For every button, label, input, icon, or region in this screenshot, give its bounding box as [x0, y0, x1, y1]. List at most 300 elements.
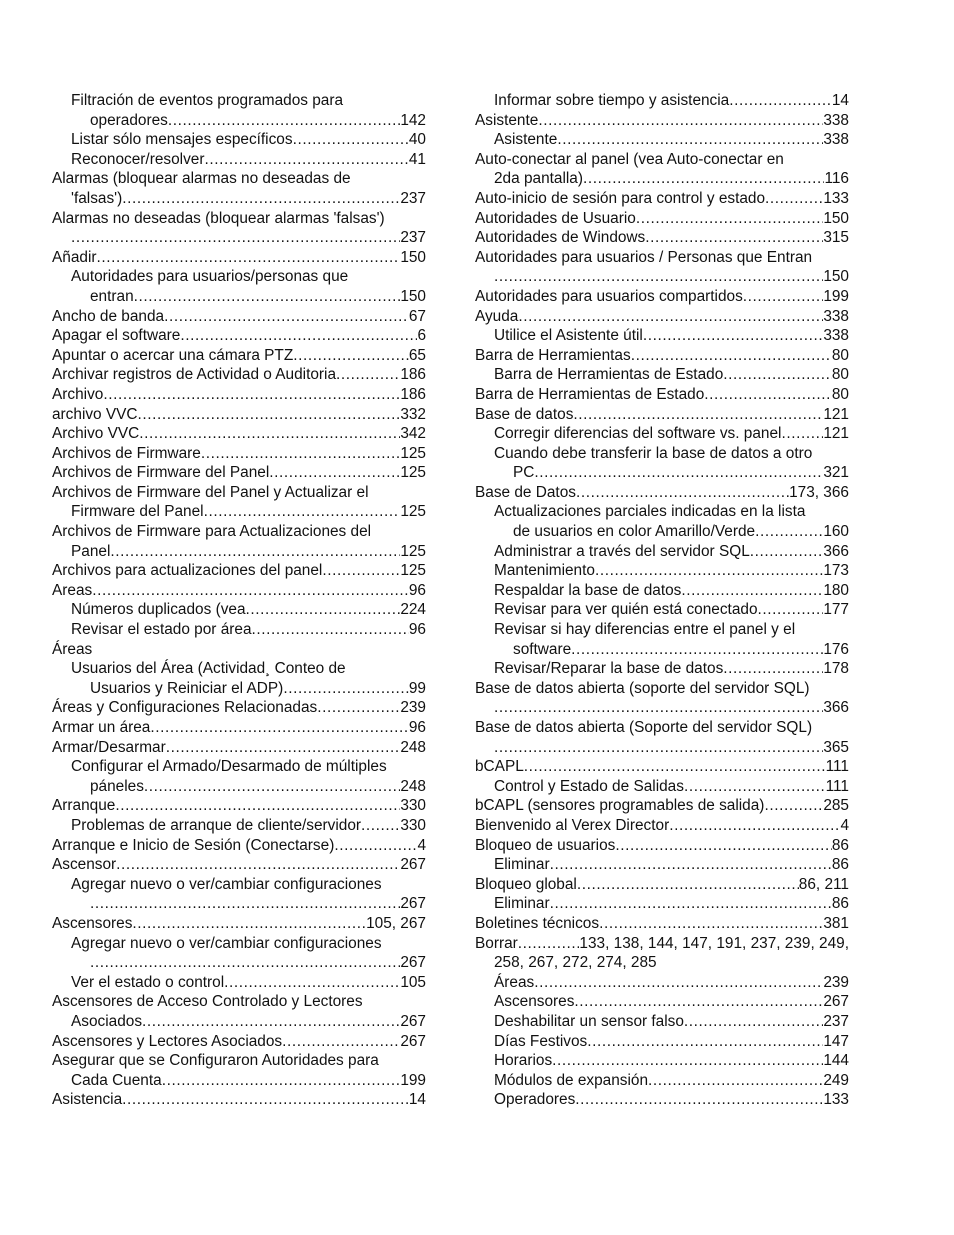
index-term: 2da pantalla): [494, 170, 583, 188]
index-entry: [52, 307, 426, 327]
dot-leader: [224, 973, 400, 993]
index-line: [475, 130, 849, 150]
index-line: [475, 757, 849, 777]
index-term: 258, 267, 272, 274, 285: [494, 954, 657, 972]
index-entry: [475, 444, 849, 483]
page-reference: 121: [823, 425, 849, 443]
page-reference: 267: [400, 895, 426, 913]
page-reference: 6: [417, 327, 426, 345]
index-entry: [475, 542, 849, 562]
page-reference: 150: [823, 209, 849, 227]
index-entry: [52, 973, 426, 993]
index-line: [52, 1090, 426, 1110]
index-entry: [52, 698, 426, 718]
page-reference: 4: [840, 816, 849, 834]
index-entry: [475, 150, 849, 189]
index-term: Agregar nuevo o ver/cambiar configuraciones: [71, 934, 382, 952]
index-term: Reconocer/resolver: [71, 150, 205, 168]
index-term: Base de datos: [475, 405, 574, 423]
page-reference: 105, 267: [366, 914, 426, 932]
index-term: Archivo: [52, 385, 104, 403]
page-reference: 111: [825, 758, 849, 776]
index-line: [475, 228, 849, 248]
index-entry: [52, 757, 426, 796]
index-entry: [52, 1090, 426, 1110]
index-line: [52, 640, 426, 660]
dot-leader: [765, 189, 823, 209]
index-line: [475, 424, 849, 444]
index-line: [52, 483, 426, 503]
dot-leader: [764, 796, 823, 816]
index-line: [52, 836, 426, 856]
index-entry: [475, 620, 849, 659]
index-line: [475, 796, 849, 816]
index-term: Archivo VVC: [52, 425, 140, 443]
index-line: [52, 189, 426, 209]
dot-leader: [494, 267, 823, 287]
index-entry: [52, 561, 426, 581]
index-term: Archivos de Firmware para Actualizaciones del: [52, 523, 372, 541]
dot-leader: [494, 698, 823, 718]
dot-leader: [97, 248, 401, 268]
index-term: Autoridades para usuarios compartidos: [475, 287, 743, 305]
page-reference: 338: [823, 131, 849, 149]
index-term: Alarmas (bloquear alarmas no deseadas de: [52, 170, 351, 188]
index-entry: [475, 483, 849, 503]
index-line: [475, 444, 849, 464]
index-term: Áreas y Configuraciones Relacionadas: [52, 699, 318, 717]
dot-leader: [723, 659, 823, 679]
index-line: [475, 522, 849, 542]
index-line: [475, 973, 849, 993]
index-line: [52, 581, 426, 601]
index-entry: [52, 934, 426, 973]
dot-leader: [681, 581, 823, 601]
index-term: Archivos de Firmware del Panel y Actualizar el: [52, 483, 369, 501]
page-reference: 41: [408, 150, 426, 168]
index-term: bCAPL: [475, 758, 524, 776]
index-term: Borrar: [475, 934, 518, 952]
index-line: [475, 679, 849, 699]
page-reference: 338: [823, 111, 849, 129]
dot-leader: [293, 346, 409, 366]
dot-leader: [571, 640, 823, 660]
index-term: páneles: [90, 777, 144, 795]
index-term: Ver el estado o control: [71, 973, 225, 991]
index-term: Listar sólo mensajes específicos: [71, 131, 293, 149]
index-entry: [475, 816, 849, 836]
index-entry: [475, 973, 849, 993]
page-reference: 178: [823, 660, 849, 678]
index-entry: [52, 267, 426, 306]
index-line: [475, 502, 849, 522]
index-term: Días Festivos: [494, 1032, 588, 1050]
page-reference: 80: [831, 385, 849, 403]
index-line: [52, 405, 426, 425]
page-reference: 176: [823, 640, 849, 658]
index-line: [52, 992, 426, 1012]
dot-leader: [573, 405, 823, 425]
index-term: Revisar para ver quién está conectado: [494, 601, 758, 619]
index-line: [475, 1071, 849, 1091]
index-line: [475, 659, 849, 679]
index-term: Operadores: [494, 1091, 576, 1109]
index-term: Autoridades de Usuario: [475, 209, 636, 227]
dot-leader: [729, 91, 832, 111]
index-line: [52, 561, 426, 581]
dot-leader: [557, 130, 823, 150]
index-line: [52, 169, 426, 189]
index-term: Mantenimiento: [494, 562, 595, 580]
index-term: Ascensores: [494, 993, 575, 1011]
index-line: [475, 953, 849, 973]
index-term: Alarmas no deseadas (bloquear alarmas 'falsas'): [52, 209, 385, 227]
index-line: [475, 816, 849, 836]
index-term: Actualizaciones parciales indicadas en la lista: [494, 503, 806, 521]
index-term: Asociados: [71, 1012, 143, 1030]
dot-leader: [142, 1012, 400, 1032]
index-line: [475, 365, 849, 385]
page-reference: 332: [400, 405, 426, 423]
index-entry: [52, 875, 426, 914]
index-line: [475, 836, 849, 856]
index-term: Apagar el software: [52, 327, 181, 345]
page-reference: 366: [823, 542, 849, 560]
page-reference: 96: [408, 621, 426, 639]
index-entry: [475, 228, 849, 248]
index-line: [52, 934, 426, 954]
page-reference: 338: [823, 327, 849, 345]
dot-leader: [704, 385, 832, 405]
dot-leader: [166, 738, 401, 758]
dot-leader: [552, 1051, 823, 1071]
page-reference: 239: [823, 973, 849, 991]
index-line: [52, 718, 426, 738]
index-term: Asegurar que se Configuraron Autoridades para: [52, 1052, 379, 1070]
index-entry: [52, 346, 426, 366]
index-line: [475, 91, 849, 111]
index-term: Añadir: [52, 248, 97, 266]
index-line: [475, 1051, 849, 1071]
index-term: Barra de Herramientas de Estado: [494, 366, 724, 384]
page-reference: 14: [408, 1091, 426, 1109]
index-term: Utilice el Asistente útil: [494, 327, 643, 345]
index-entry: [475, 1090, 849, 1110]
index-entry: [52, 405, 426, 425]
dot-leader: [518, 934, 580, 954]
index-line: [475, 934, 849, 954]
dot-leader: [574, 992, 823, 1012]
index-term: Armar un área: [52, 719, 151, 736]
index-term: Revisar si hay diferencias entre el panel y el: [494, 621, 796, 639]
page-reference: 285: [823, 797, 849, 815]
index-term: Firmware del Panel: [71, 503, 204, 521]
index-term: Asistencia: [52, 1091, 123, 1109]
index-term: Eliminar: [494, 856, 550, 874]
index-entry: [475, 836, 849, 856]
index-entry: [52, 424, 426, 444]
index-entry: [475, 385, 849, 405]
page-reference: 330: [400, 797, 426, 815]
page-reference: 186: [400, 385, 426, 403]
dot-leader: [317, 698, 400, 718]
dot-leader: [282, 1032, 400, 1052]
page-reference: 150: [400, 248, 426, 266]
index-line: [475, 307, 849, 327]
page-reference: 237: [400, 229, 426, 247]
page-reference: 142: [400, 111, 426, 129]
index-entry: [52, 209, 426, 248]
index-line: [475, 1090, 849, 1110]
index-line: [475, 346, 849, 366]
page-reference: 133: [823, 1091, 849, 1109]
index-column-left: [52, 91, 426, 1110]
index-line: [475, 620, 849, 640]
dot-leader: [168, 111, 400, 131]
page-reference: 237: [400, 189, 426, 207]
dot-leader: [648, 1071, 823, 1091]
index-term: Auto-conectar al panel (vea Auto-conectar en: [475, 150, 784, 168]
dot-leader: [575, 1090, 823, 1110]
page-reference: 239: [400, 699, 426, 717]
dot-leader: [90, 894, 400, 914]
index-line: [52, 248, 426, 268]
dot-leader: [90, 953, 400, 973]
index-line: [475, 738, 849, 758]
index-entry: [475, 248, 849, 287]
page-reference: 125: [400, 503, 426, 521]
page-reference: 160: [823, 523, 849, 541]
dot-leader: [164, 307, 409, 327]
index-line: [52, 1012, 426, 1032]
index-line: [52, 346, 426, 366]
dot-leader: [524, 757, 826, 777]
page-reference: 237: [823, 1012, 849, 1030]
index-entry: [52, 91, 426, 130]
index-term: Asistente: [475, 111, 539, 129]
index-line: [475, 855, 849, 875]
index-line: [52, 1071, 426, 1091]
index-entry: [52, 738, 426, 758]
dot-leader: [636, 209, 823, 229]
index-entry: [475, 287, 849, 307]
page-reference: 86: [831, 836, 849, 854]
index-line: [52, 542, 426, 562]
index-line: [475, 1032, 849, 1052]
index-entry: [475, 91, 849, 111]
index-line: [52, 855, 426, 875]
page-reference: 186: [400, 366, 426, 384]
page-reference: 86: [831, 856, 849, 874]
index-line: [475, 189, 849, 209]
index-entry: [52, 600, 426, 620]
page-reference: 125: [400, 542, 426, 560]
dot-leader: [103, 385, 400, 405]
dot-leader: [134, 287, 401, 307]
index-entry: [475, 365, 849, 385]
dot-leader: [550, 894, 832, 914]
page-reference: 342: [400, 425, 426, 443]
index-term: Filtración de eventos programados para: [71, 92, 344, 109]
index-entry: [52, 718, 426, 738]
page-reference: 267: [823, 993, 849, 1011]
index-entry: [52, 1051, 426, 1090]
page-reference: 338: [823, 307, 849, 325]
index-term: bCAPL (sensores programables de salida): [475, 797, 765, 815]
page-reference: 315: [823, 229, 849, 247]
page-reference: 40: [408, 131, 426, 149]
dot-leader: [583, 169, 824, 189]
dot-leader: [336, 365, 400, 385]
index-term: PC: [513, 464, 535, 482]
dot-leader: [755, 522, 823, 542]
index-line: [52, 698, 426, 718]
dot-leader: [534, 463, 823, 483]
dot-leader: [150, 718, 409, 738]
index-line: [52, 385, 426, 405]
index-line: [52, 228, 426, 248]
index-term: Áreas: [494, 973, 535, 991]
dot-leader: [750, 542, 824, 562]
dot-leader: [322, 561, 400, 581]
index-term: Administrar a través del servidor SQL: [494, 542, 750, 560]
index-line: [52, 424, 426, 444]
index-entry: [475, 1071, 849, 1091]
index-entry: [475, 855, 849, 875]
dot-leader: [631, 346, 832, 366]
index-term: Areas: [52, 581, 93, 599]
index-term: Revisar/Reparar la base de datos: [494, 660, 724, 678]
index-entry: [475, 1051, 849, 1071]
dot-leader: [204, 502, 401, 522]
index-entry: [475, 326, 849, 346]
index-term: Respaldar la base de datos: [494, 581, 682, 599]
dot-leader: [122, 189, 400, 209]
dot-leader: [122, 1090, 409, 1110]
index-entry: [475, 600, 849, 620]
dot-leader: [252, 620, 409, 640]
dot-leader: [204, 150, 408, 170]
dot-leader: [723, 365, 832, 385]
index-term: Horarios: [494, 1052, 553, 1070]
index-term: Problemas de arranque de cliente/servidor: [71, 816, 362, 834]
index-term: Asistente: [494, 131, 558, 149]
index-entry: [475, 130, 849, 150]
index-entry: [52, 659, 426, 698]
page-reference: 365: [823, 738, 849, 756]
page-reference: 111: [825, 777, 849, 795]
dot-leader: [595, 561, 823, 581]
index-term: Áreas: [52, 640, 93, 658]
index-line: [52, 620, 426, 640]
index-entry: [475, 796, 849, 816]
dot-leader: [494, 738, 823, 758]
dot-leader: [162, 1071, 401, 1091]
index-entry: [475, 914, 849, 934]
index-line: [475, 150, 849, 170]
index-term: Archivos de Firmware: [52, 444, 201, 462]
index-term: Armar/Desarmar: [52, 738, 166, 756]
index-line: [52, 796, 426, 816]
index-term: Apuntar o acercar una cámara PTZ: [52, 346, 294, 364]
index-line: [475, 640, 849, 660]
dot-leader: [138, 405, 401, 425]
page-reference: 224: [400, 601, 426, 619]
page-reference: 80: [831, 346, 849, 364]
index-term: Cada Cuenta: [71, 1071, 162, 1089]
dot-leader: [116, 855, 400, 875]
index-term: de usuarios en color Amarillo/Verde: [513, 523, 756, 541]
index-line: [475, 483, 849, 503]
index-line: [475, 600, 849, 620]
index-term: Panel: [71, 542, 111, 560]
index-entry: [52, 150, 426, 170]
index-term: Deshabilitar un sensor falso: [494, 1012, 684, 1030]
index-entry: [52, 444, 426, 464]
index-line: [475, 1012, 849, 1032]
index-term: Auto-inicio de sesión para control y estado: [475, 189, 766, 207]
index-entry: [52, 1032, 426, 1052]
index-column-right: [475, 91, 849, 1110]
page-reference: 199: [400, 1071, 426, 1089]
page-reference: 173: [823, 562, 849, 580]
index-term: Arranque e Inicio de Sesión (Conectarse): [52, 836, 335, 854]
index-term: Cuando debe transferir la base de datos a otro: [494, 444, 813, 462]
dot-leader: [110, 542, 400, 562]
index-term: Archivos para actualizaciones del panel: [52, 562, 323, 580]
dot-leader: [180, 326, 417, 346]
page-reference: 4: [417, 836, 426, 854]
index-line: [475, 405, 849, 425]
dot-leader: [615, 836, 832, 856]
page-reference: 150: [823, 268, 849, 286]
dot-leader: [599, 914, 823, 934]
index-line: [475, 914, 849, 934]
index-line: [52, 444, 426, 464]
dot-leader: [334, 836, 417, 856]
index-entry: [475, 777, 849, 797]
index-line: [475, 894, 849, 914]
index-term: Control y Estado de Salidas: [494, 777, 684, 795]
index-line: [475, 287, 849, 307]
index-term: Base de datos abierta (Soporte del servidor SQL): [475, 719, 813, 736]
page-reference: 133, 138, 144, 147, 191, 237, 239, 249,: [579, 934, 849, 952]
index-line: [52, 894, 426, 914]
index-entry: [52, 992, 426, 1031]
index-entry: [475, 757, 849, 777]
index-entry: [475, 659, 849, 679]
page-reference: 125: [400, 444, 426, 462]
page-reference: 105: [400, 973, 426, 991]
dot-leader: [132, 914, 366, 934]
index-line: [475, 209, 849, 229]
index-line: [52, 777, 426, 797]
index-entry: [475, 307, 849, 327]
index-entry: [52, 522, 426, 561]
index-entry: [52, 385, 426, 405]
index-term: Ancho de banda: [52, 307, 165, 325]
index-line: [52, 914, 426, 934]
index-entry: [475, 424, 849, 444]
index-term: Revisar el estado por área: [71, 621, 252, 639]
page-reference: 248: [400, 777, 426, 795]
page-reference: 121: [823, 405, 849, 423]
index-entry: [52, 914, 426, 934]
dot-leader: [758, 600, 824, 620]
index-entry: [52, 855, 426, 875]
index-term: Archivar registros de Actividad o Auditoria: [52, 366, 337, 384]
index-entry: [475, 209, 849, 229]
